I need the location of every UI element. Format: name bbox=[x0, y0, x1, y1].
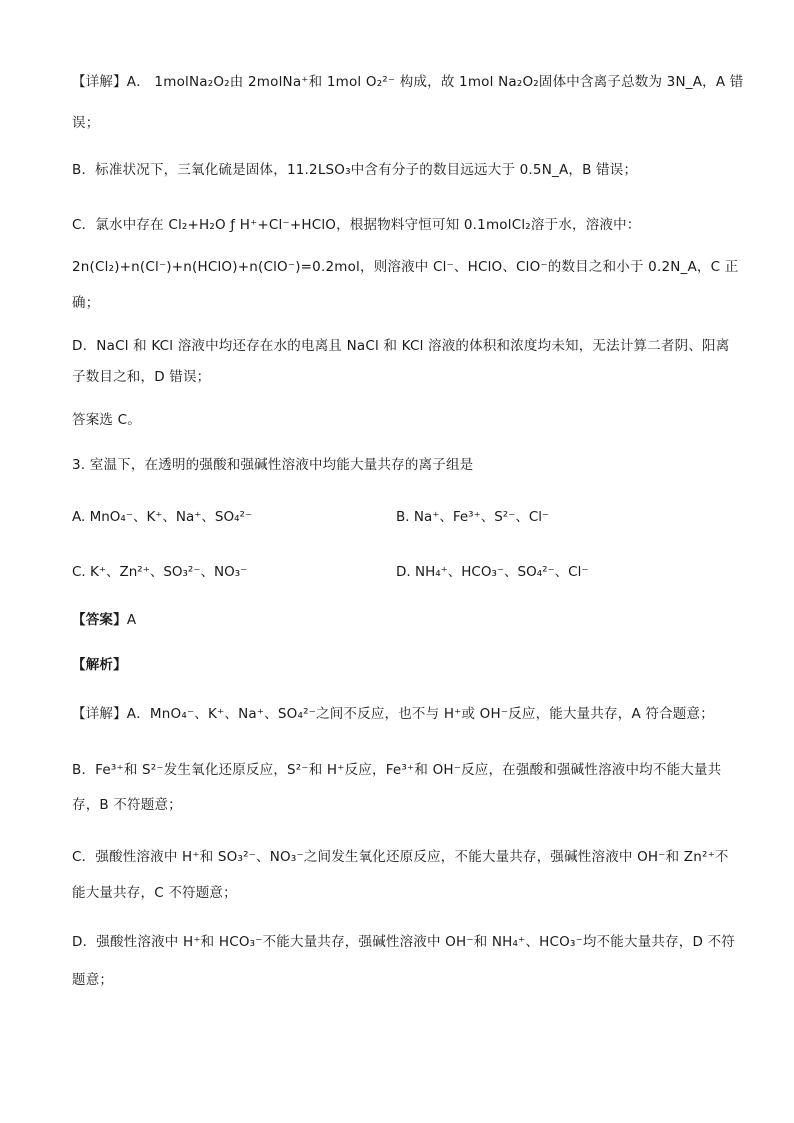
q3-detail-c-line2: 能大量共存，C 不符题意； bbox=[72, 885, 237, 901]
q2-answer-choice: 答案选 C。 bbox=[72, 412, 141, 428]
answer-label: 【答案】 bbox=[72, 612, 127, 628]
q2-detail-c-line2: 2n(Cl₂)+n(Cl⁻)+n(HClO)+n(ClO⁻)=0.2mol，则溶液中 Cl⁻、HClO、ClO⁻的数目之和小于 0.2N_A，C 正 bbox=[72, 259, 739, 275]
q3-option-d: D. NH₄⁺、HCO₃⁻、SO₄²⁻、Cl⁻ bbox=[396, 564, 589, 580]
q3-detail-a: 【详解】A．MnO₄⁻、K⁺、Na⁺、SO₄²⁻之间不反应，也不与 H⁺或 OH⁻反应，能大量共存，A 符合题意； bbox=[72, 706, 714, 722]
q2-detail-c-line3: 确； bbox=[72, 295, 100, 311]
q3-stem: 3. 室温下，在透明的强酸和强碱性溶液中均能大量共存的离子组是 bbox=[72, 457, 474, 473]
q3-detail-d-line2: 题意； bbox=[72, 972, 114, 988]
q3-detail-d-line1: D．强酸性溶液中 H⁺和 HCO₃⁻不能大量共存，强碱性溶液中 OH⁻和 NH₄⁺、HCO₃⁻均不能大量共存，D 不符 bbox=[72, 934, 735, 950]
q3-answer bbox=[72, 610, 734, 630]
q2-detail-a-line1: 【详解】A． 1molNa₂O₂由 2molNa⁺和 1mol O₂²⁻ 构成，故 1mol Na₂O₂固体中含离子总数为 3N_A，A 错 bbox=[72, 74, 744, 90]
q3-detail-c-line1: C．强酸性溶液中 H⁺和 SO₃²⁻、NO₃⁻之间发生氧化还原反应，不能大量共存，强碱性溶液中 OH⁻和 Zn²⁺不 bbox=[72, 849, 729, 865]
analysis-label: 【解析】 bbox=[72, 657, 127, 673]
answer-value: A bbox=[126, 612, 137, 628]
q3-option-b: B. Na⁺、Fe³⁺、S²⁻、Cl⁻ bbox=[396, 509, 550, 525]
q2-detail-d-line1: D．NaCl 和 KCl 溶液中均还存在水的电离且 NaCl 和 KCl 溶液的体积和浓度均未知，无法计算二者阴、阳离 bbox=[72, 338, 730, 354]
q2-detail-a-line2: 误； bbox=[72, 115, 100, 131]
q3-option-a: A. MnO₄⁻、K⁺、Na⁺、SO₄²⁻ bbox=[72, 509, 253, 525]
q3-analysis-label bbox=[72, 655, 734, 675]
q2-detail-c-line1: C．氯水中存在 Cl₂+H₂O ƒ H⁺+Cl⁻+HClO，根据物料守恒可知 0.1molCl₂溶于水，溶液中： bbox=[72, 217, 641, 233]
q3-detail-b-line1: B．Fe³⁺和 S²⁻发生氧化还原反应，S²⁻和 H⁺反应，Fe³⁺和 OH⁻反应，在强酸和强碱性溶液中均不能大量共 bbox=[72, 762, 722, 778]
q2-detail-d-line2: 子数目之和，D 错误； bbox=[72, 369, 211, 385]
q2-detail-b-line: B．标准状况下，三氧化硫是固体，11.2LSO₃中含有分子的数目远远大于 0.5N_A，B 错误； bbox=[72, 162, 638, 178]
q3-option-c: C. K⁺、Zn²⁺、SO₃²⁻、NO₃⁻ bbox=[72, 564, 248, 580]
q3-detail-b-line2: 存，B 不符题意； bbox=[72, 797, 182, 813]
